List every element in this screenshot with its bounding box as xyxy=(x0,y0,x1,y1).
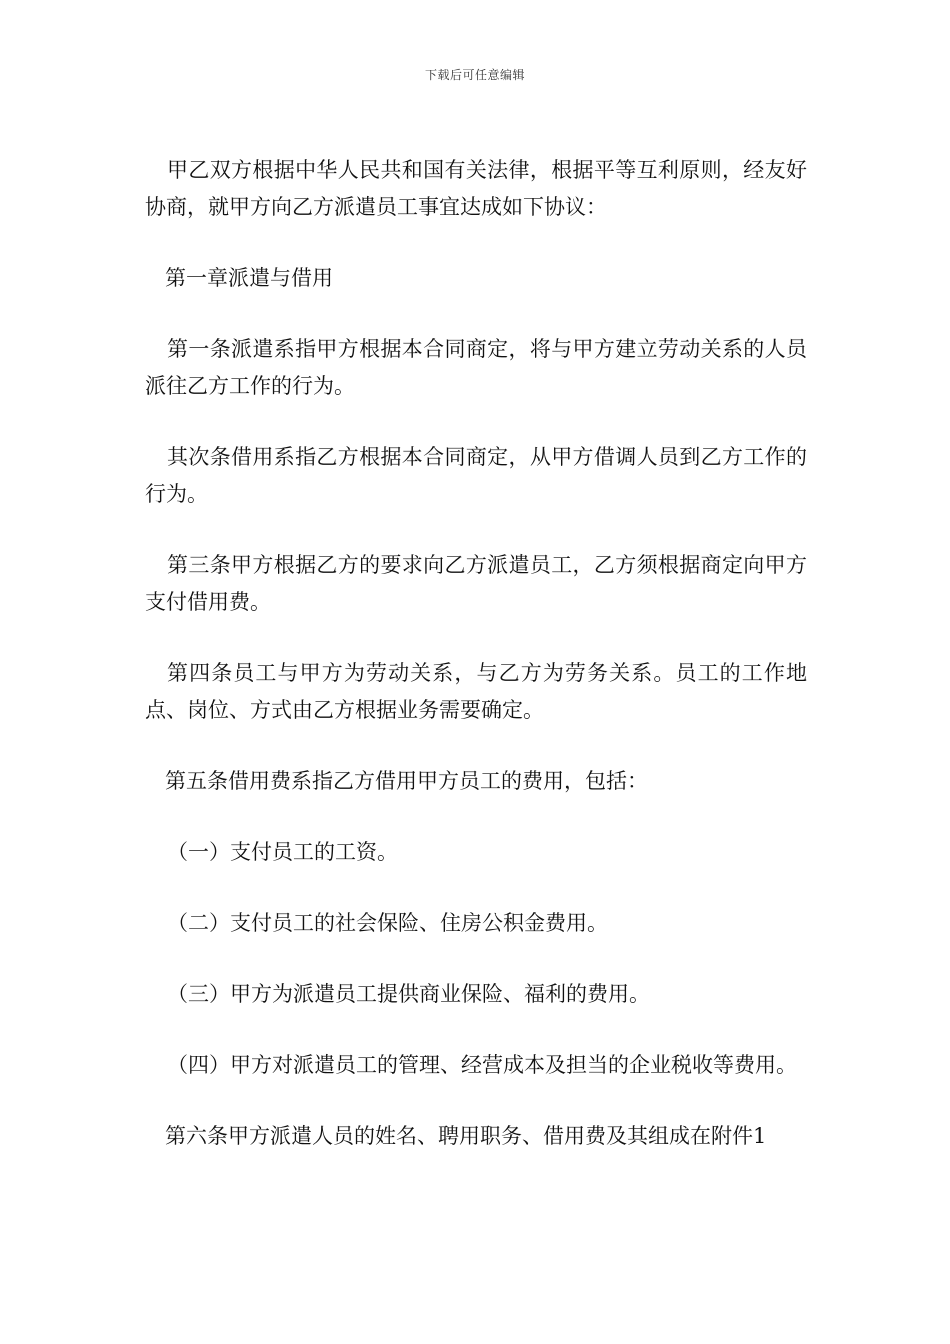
paragraph-article-2: 其次条借用系指乙方根据本合同商定，从甲方借调人员到乙方工作的行为。 xyxy=(145,445,807,506)
paragraph-article-1: 第一条派遣系指甲方根据本合同商定，将与甲方建立劳动关系的人员派往乙方工作的行为。 xyxy=(145,337,807,398)
list-item-4: （四）甲方对派遣员工的管理、经营成本及担当的企业税收等费用。 xyxy=(167,1053,797,1077)
page-header-note: 下载后可任意编辑 xyxy=(424,68,525,82)
paragraph-article-4: 第四条员工与甲方为劳动关系，与乙方为劳务关系。员工的工作地点、岗位、方式由乙方根据业务需要确定。 xyxy=(145,661,807,722)
paragraph-article-6: 第六条甲方派遣人员的姓名、聘用职务、借用费及其组成在附件1 xyxy=(165,1124,767,1148)
list-item-2: （二）支付员工的社会保险、住房公积金费用。 xyxy=(167,911,608,935)
chapter-heading: 第一章派遣与借用 xyxy=(165,266,333,290)
list-item-1: （一）支付员工的工资。 xyxy=(167,840,398,864)
paragraph-article-3: 第三条甲方根据乙方的要求向乙方派遣员工，乙方须根据商定向甲方支付借用费。 xyxy=(145,553,807,614)
list-item-3: （三）甲方为派遣员工提供商业保险、福利的费用。 xyxy=(167,982,650,1006)
paragraph-preamble: 甲乙双方根据中华人民共和国有关法律，根据平等互利原则，经友好协商，就甲方向乙方派遣员工事宜达成如下协议： xyxy=(145,158,807,219)
document-body xyxy=(145,152,807,1189)
paragraph-article-5: 第五条借用费系指乙方借用甲方员工的费用，包括： xyxy=(165,769,648,793)
